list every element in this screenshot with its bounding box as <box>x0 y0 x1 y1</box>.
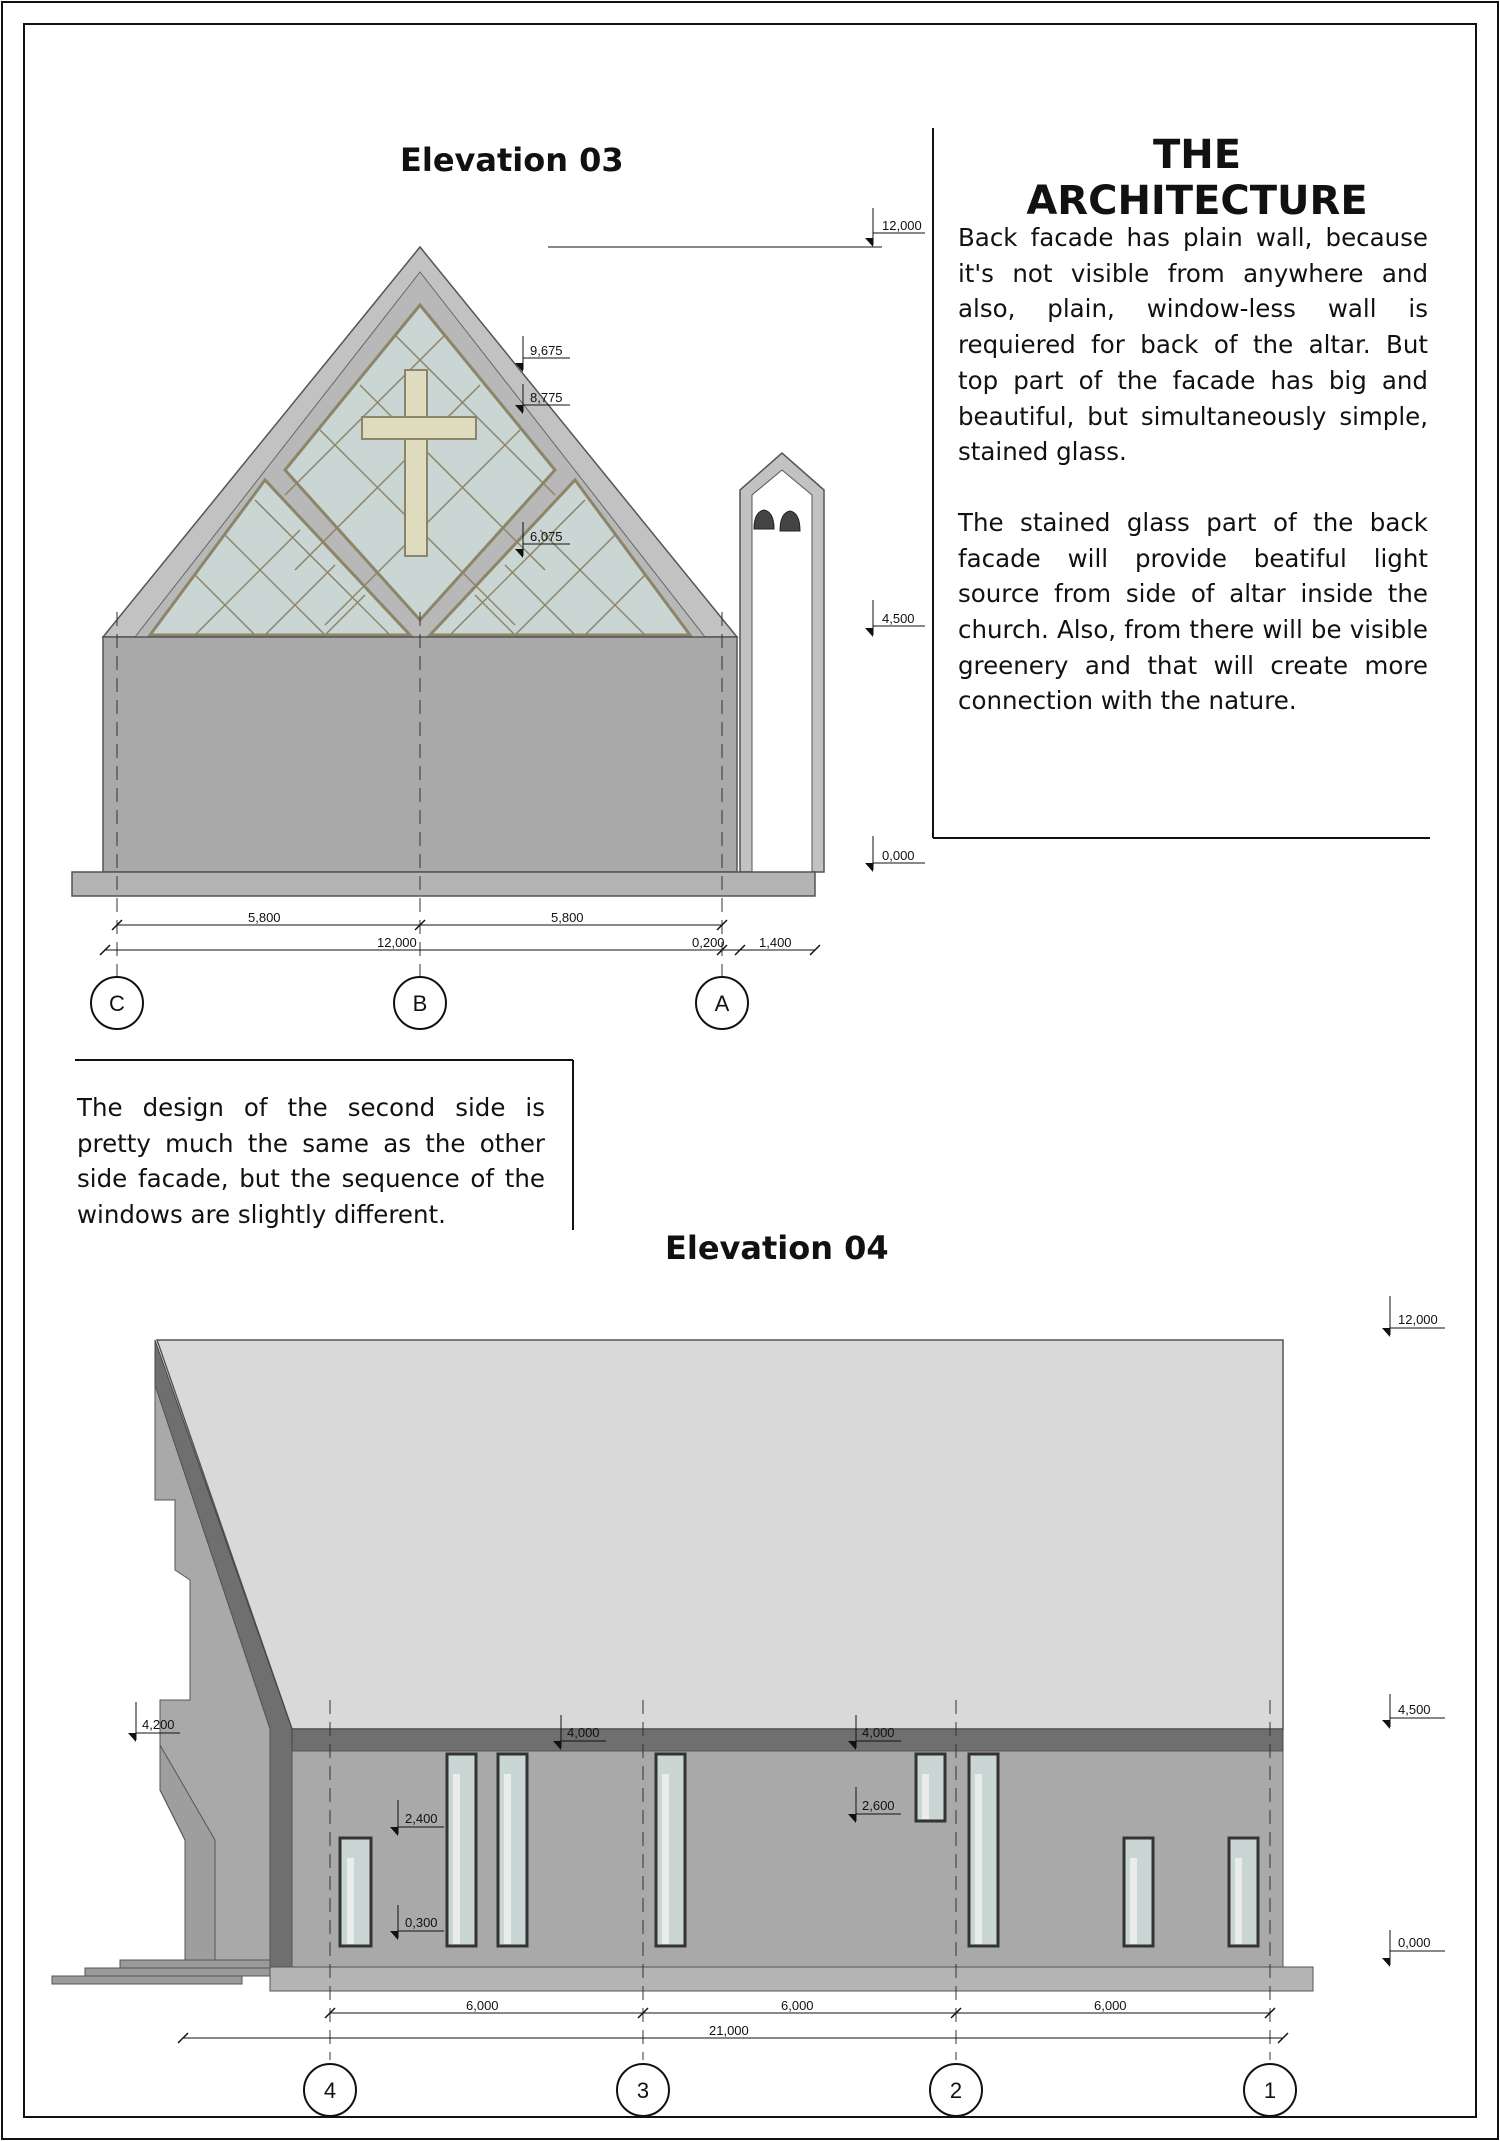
level-label: 4,200 <box>142 1717 175 1732</box>
cross-horizontal <box>362 417 476 439</box>
dim-label: 6,000 <box>1094 1998 1127 2013</box>
architecture-paragraph-2: The stained glass part of the back facade will provide beatiful light source from side of altar inside the church. Also, from there will be visible greenery and that will create more connection with the nature. <box>958 507 1428 716</box>
window <box>340 1838 371 1946</box>
window <box>916 1754 945 1821</box>
level-label: 4,500 <box>882 611 915 626</box>
window <box>447 1754 476 1946</box>
grid-bubble-1 <box>1244 2064 1296 2116</box>
window <box>656 1754 685 1946</box>
level-marker <box>1382 1296 1445 1337</box>
dim-label: 0,200 <box>692 935 725 950</box>
grid-bubble-4 <box>304 2064 356 2116</box>
level-label: 4,000 <box>862 1725 895 1740</box>
window <box>969 1754 998 1946</box>
elevation-03-dimensions <box>100 910 820 955</box>
dim-label: 5,800 <box>248 910 281 925</box>
plinth <box>72 872 815 896</box>
elevation-03-title: Elevation 03 <box>400 141 624 179</box>
level-label: 0,300 <box>405 1915 438 1930</box>
level-label: 2,600 <box>862 1798 895 1813</box>
grid-bubble-c <box>91 977 143 1029</box>
grid-bubble-2 <box>930 2064 982 2116</box>
level-label: 0,000 <box>1398 1935 1431 1950</box>
level-label: 12,000 <box>882 218 922 233</box>
elevation-04-title: Elevation 04 <box>665 1229 889 1267</box>
grid-bubble-b <box>394 977 446 1029</box>
elevation-03-drawing <box>72 247 824 985</box>
level-label: 4,000 <box>567 1725 600 1740</box>
dim-label: 6,000 <box>466 1998 499 2013</box>
dim-label: 5,800 <box>551 910 584 925</box>
elevation-04-dimensions <box>178 1998 1288 2043</box>
level-label: 12,000 <box>1398 1312 1438 1327</box>
entrance-steps <box>52 1960 270 1984</box>
level-label: 9,675 <box>530 343 563 358</box>
elevation-03-grid <box>91 977 748 1029</box>
architecture-paragraph-1: Back facade has plain wall, because it's not visible from anywhere and also, plain, window-less wall is requiered for back of the altar. But top part of the facade has big and beautiful, but simultaneously simple, stained glass. <box>958 223 1428 467</box>
elevation-04-drawing <box>52 1340 1313 2060</box>
grid-bubble-a <box>696 977 748 1029</box>
dim-label: 6,000 <box>781 1998 814 2013</box>
level-marker <box>515 336 570 372</box>
dim-label: 12,000 <box>377 935 417 950</box>
architecture-text <box>958 220 1428 719</box>
window <box>1229 1838 1258 1946</box>
svg-text:B: B <box>412 991 428 1016</box>
window <box>498 1754 527 1946</box>
dim-label: 1,400 <box>759 935 792 950</box>
level-label: 6,075 <box>530 529 563 544</box>
level-label: 8,775 <box>530 390 563 405</box>
svg-text:A: A <box>714 991 730 1016</box>
svg-text:3: 3 <box>636 2078 650 2103</box>
svg-text:4: 4 <box>323 2078 337 2103</box>
svg-text:2: 2 <box>949 2078 963 2103</box>
level-marker <box>865 836 925 872</box>
level-label: 4,500 <box>1398 1702 1431 1717</box>
level-marker <box>1382 1694 1445 1729</box>
dim-label: 21,000 <box>709 2023 749 2038</box>
level-label: 0,000 <box>882 848 915 863</box>
plinth-04 <box>270 1967 1313 1991</box>
level-label: 2,400 <box>405 1811 438 1826</box>
grid-bubble-3 <box>617 2064 669 2116</box>
svg-text:C: C <box>109 991 125 1016</box>
cross-vertical <box>405 370 427 556</box>
level-marker <box>865 208 925 247</box>
window <box>1124 1838 1153 1946</box>
svg-text:1: 1 <box>1263 2078 1277 2103</box>
side-roof <box>157 1340 1283 1729</box>
architecture-heading: THE ARCHITECTURE <box>1026 132 1368 224</box>
eave-band <box>292 1729 1283 1751</box>
elevation-04-grid <box>304 2064 1296 2116</box>
level-marker <box>1382 1930 1445 1967</box>
side-note-text: The design of the second side is pretty much the same as the other side facade, but the sequence of the windows are slightly different. <box>77 1093 545 1229</box>
level-marker <box>865 600 925 637</box>
